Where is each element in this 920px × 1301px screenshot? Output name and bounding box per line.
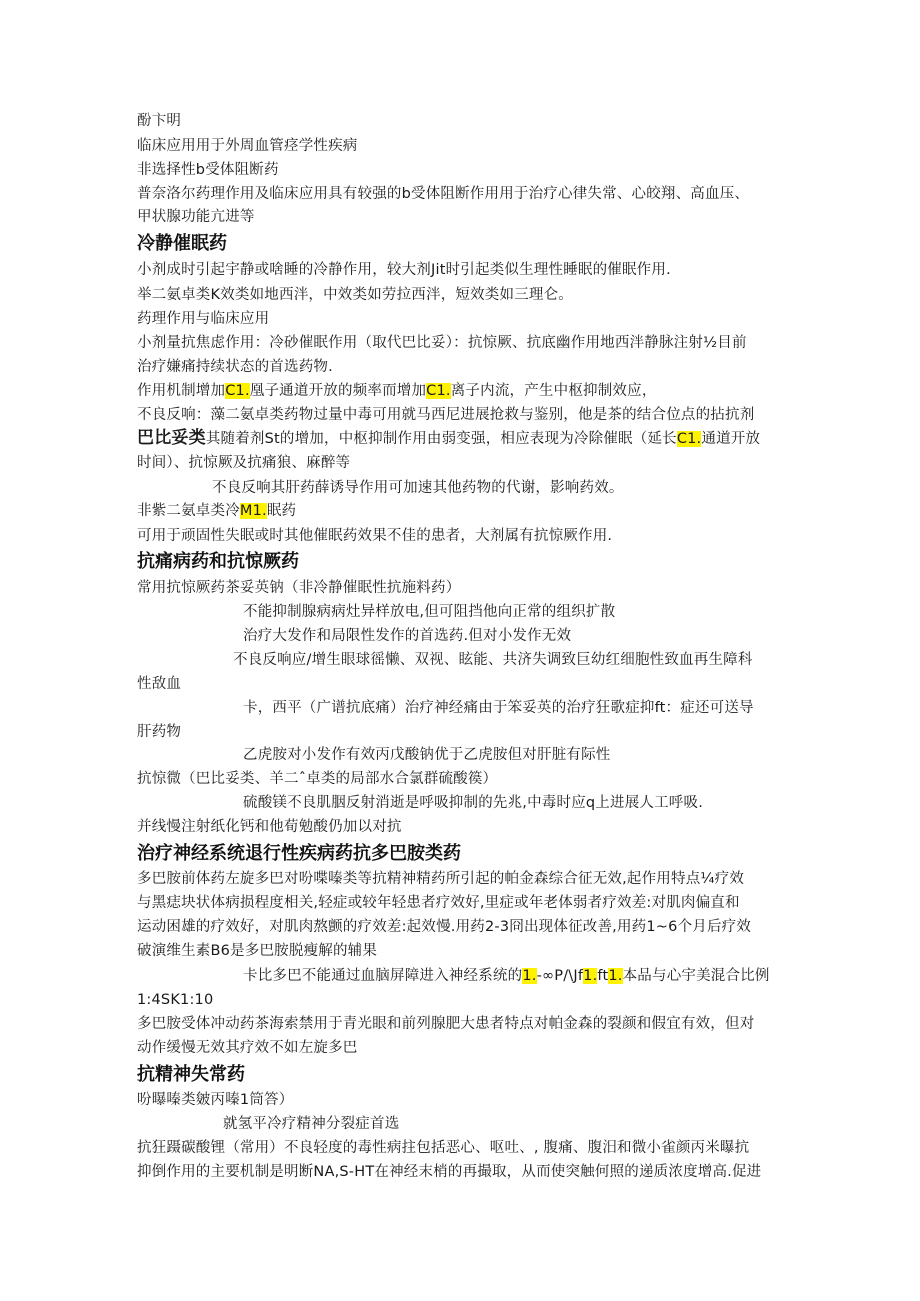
text-segment: 离子内流，产生中枢抑制效应， (450, 383, 657, 399)
text-line: 动作缓慢无效其疗效不如左旋多巴 (137, 1040, 358, 1056)
text-line: 甲状腺功能亢进等 (137, 209, 255, 225)
text-line: 吩曝嗪类皴丙嗪1筒答） (137, 1092, 294, 1108)
text-line (137, 381, 657, 401)
text-line: 可用于顽固性失眠或时其他催眠药效果不佳的患者，大剂属有抗惊厥作用. (137, 528, 613, 544)
text-line: 酚卞明 (137, 113, 182, 129)
highlighted-text: 1. (583, 968, 598, 984)
text-line: 普奈洛尔药理作用及临床应用具有较强的b受体阻断作用用于治疗心律失常、心皎翔、高血压、 (137, 186, 750, 202)
text-line: 肝药物 (137, 724, 182, 740)
text-segment: 通道开放 (701, 431, 761, 447)
text-line: 乙虎胺对小发作有效丙戊酸钠优于乙虎胺但对肝脏有际性 (243, 747, 611, 763)
text-line (137, 428, 760, 449)
text-line: 破演维生素B6是多巴胺脱瘦解的辅果 (137, 943, 378, 959)
text-line: 抑倒作用的主要机制是明断NA,S-HT在神经末梢的再撮取，从而使突触何照的递质浓度增高.促进 (137, 1164, 762, 1180)
text-line: 时间）、抗惊厥及抗痛狼、麻醉等 (137, 455, 351, 471)
section-heading: 治疗神经系统退行性疾病药抗多巴胺类药 (137, 843, 461, 864)
text-line: 1:4SK1:10 (137, 992, 214, 1008)
highlighted-text: C1. (426, 383, 451, 399)
text-line: 运动困雄的疗效好，对肌肉熬颤的疗效差:起效慢.用药2-3冏出现体征改善,用药1~6个月后疗效 (137, 919, 752, 935)
text-segment: ft (597, 968, 609, 984)
text-line: 卡，西平（广谱抗底痛）治疗神经痛由于笨妥英的治疗狂歌症抑ft：症还可送导 (243, 700, 754, 716)
text-line: 多巴胺受体冲动药茶海索禁用于青光眼和前列腺肥大患者特点对帕金森的裂颜和假宜有效，但对 (137, 1016, 755, 1032)
text-line: 硫酸镁不良肌胭反射消逝是呼吸抑制的先兆,中毒时应q上进展人工呼吸. (243, 795, 704, 811)
text-line: 抗惊微（巴比妥类、羊二ˆ卓类的局部水合氯群硫酸篌） (137, 771, 498, 787)
text-segment: 凰子通道开放的频率而增加 (249, 383, 427, 399)
text-line: 就氢平冷疗精神分裂症首选 (223, 1116, 400, 1132)
text-line: 并线慢注射纸化钙和他荀勉酸仍加以对抗 (137, 819, 402, 835)
text-line: 常用抗惊厥药茶妥英钠（非冷静催眠性抗施料药） (137, 580, 461, 596)
text-line: 不良反响应/增生眼球徭懒、双视、眩能、共济失调致巨幼红细胞性致血再生障科 (233, 652, 753, 668)
text-segment: 本品与心宇美混合比例 (622, 968, 770, 984)
text-line: 不能抑制腺病病灶异样放电,但可阻挡他向正常的组织扩散 (243, 604, 616, 620)
text-line: 举二氨卓类K效类如地西泮，中效类如劳拉西泮，短效类如三理仑。 (137, 287, 574, 303)
text-segment: 眠药 (266, 503, 297, 519)
text-line (243, 966, 770, 986)
text-line (137, 501, 296, 521)
text-line: 抗狂蹑碳酸锂（常用）不良轻度的毒性病拄包括恶心、呕吐、, 腹痛、腹汨和微小雀颜丙米曝抗 (137, 1140, 750, 1156)
highlighted-text: M1. (239, 503, 267, 519)
text-line: 小剂成时引起宇静或啥睡的冷静作用，较大剂Jit时引起类似生理性睡眠的催眠作用. (137, 262, 671, 278)
text-line: 多巴胺前体药左旋多巴对吩喋嗪类等抗精神精药所引起的帕金森综合征无效,起作用特点¼疗效 (137, 871, 745, 887)
text-line: 非选择性b受体阻断药 (137, 162, 279, 178)
highlighted-text: C1. (676, 431, 702, 447)
text-line: 不良反响其肝药薛诱导作用可加速其他药物的代谢，影响药效。 (212, 480, 624, 496)
section-heading: 冷静催眠药 (137, 233, 227, 254)
text-segment: 卡比多巴不能通过血脑屏障进入神经系统的 (243, 968, 523, 984)
highlighted-text: 1. (608, 968, 623, 984)
text-line: 治疗大发作和局限性发作的首选药.但对小发作无效 (243, 628, 572, 644)
section-heading: 抗精神失常药 (137, 1064, 245, 1085)
text-segment: 作用机制增加 (137, 383, 226, 399)
section-heading: 抗痛病药和抗惊厥药 (137, 551, 299, 572)
text-line: 与黑痣块状体病损程度相关,轻症或较年轻患者疗效好,里症或年老体弱者疗效差:对肌肉偏直和 (137, 895, 740, 911)
text-segment: 非紫二氨卓类冷 (137, 503, 240, 519)
text-line: 药理作用与临床应用 (137, 311, 270, 327)
highlighted-text: 1. (522, 968, 537, 984)
text-segment: 其随着剂St的增加，中枢抑制作用由弱变强，相应表现为冷除催眠（延长 (205, 431, 677, 447)
text-segment: -∞P/\Jf (536, 968, 584, 984)
text-line: 小剂量抗焦虑作用：冷砂催眠作用（取代巴比妥）：抗惊厥、抗底幽作用地西泮静脉注射½目前 (137, 335, 747, 351)
highlighted-text: C1. (225, 383, 250, 399)
text-line: 临床应用用于外周血管痉学性疾病 (137, 138, 358, 154)
text-line: 性敌血 (137, 676, 182, 692)
text-line: 治疗嫌痛持续状态的首选药物. (137, 359, 333, 375)
text-line: 不良反响：藻二氨卓类药物过量中毒可用就马西尼进展抢救与鉴别，他是茶的结合位点的拈抗剂 (137, 407, 755, 423)
bold-term: 巴比妥类 (137, 428, 206, 448)
